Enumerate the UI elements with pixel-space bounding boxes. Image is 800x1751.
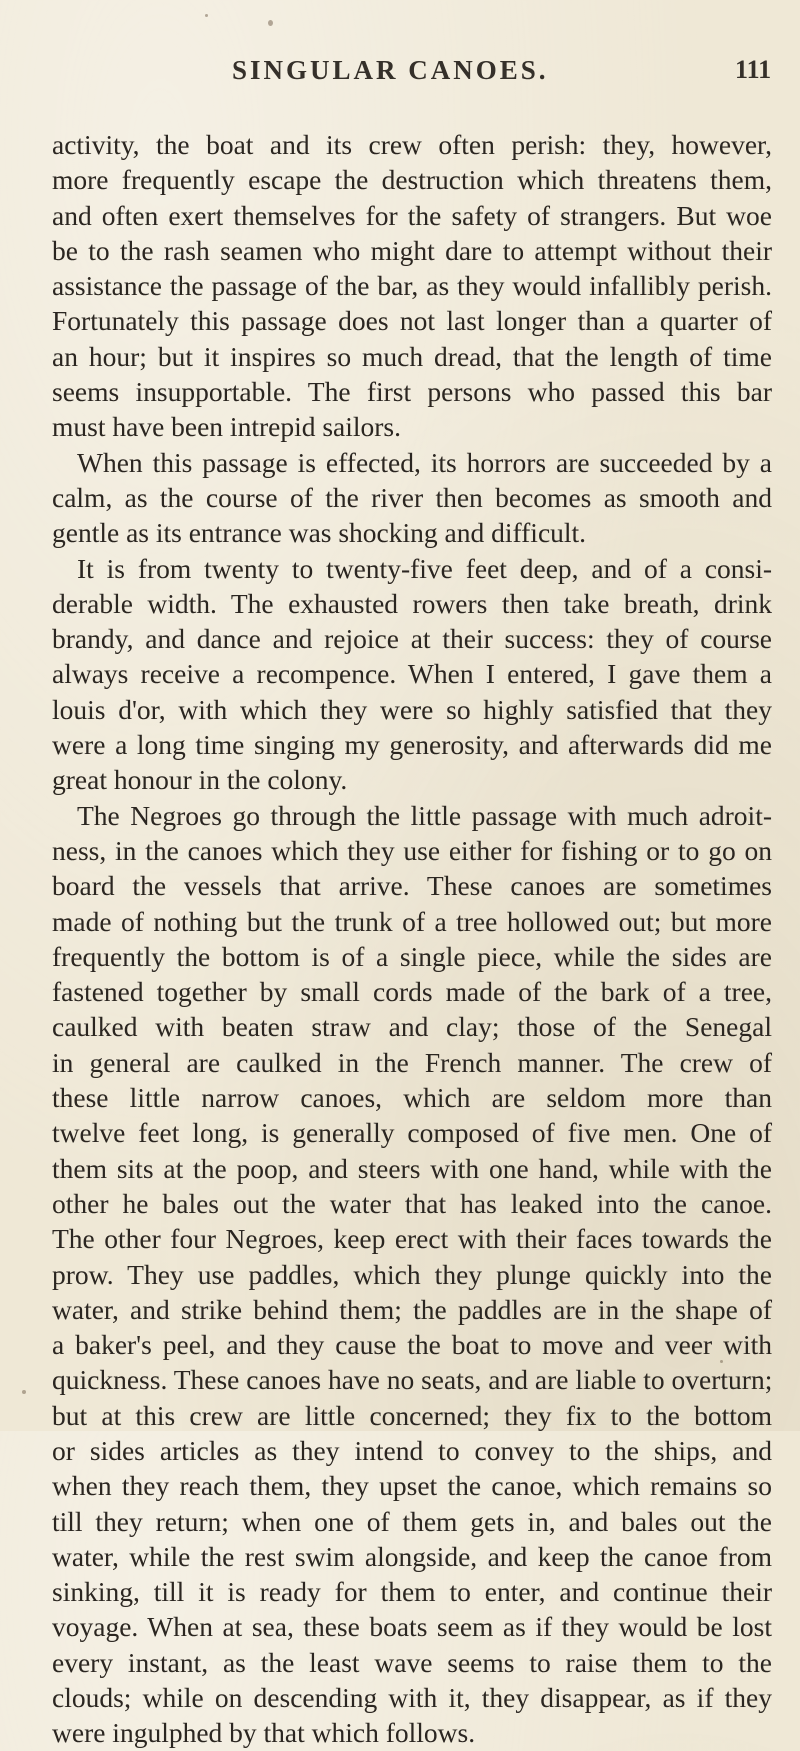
- text-line: board the vessels that arrive. These canoes are sometimes: [52, 870, 772, 902]
- text-line: assistance the passage of the bar, as they would infallibly perish.: [52, 270, 772, 302]
- text-line: a baker's peel, and they cause the boat to move and veer with: [52, 1329, 772, 1361]
- text-line: or sides articles as they intend to convey to the ships, and: [52, 1434, 772, 1466]
- text-line: other he bales out the water that has leaked into the canoe.: [52, 1187, 772, 1219]
- text-line: these little narrow canoes, which are seldom more than: [52, 1082, 772, 1114]
- text-line: them sits at the poop, and steers with one hand, while with the: [52, 1152, 772, 1184]
- text-line: quickness. These canoes have no seats, and are liable to overturn;: [52, 1364, 773, 1396]
- paper-speck: [268, 20, 273, 26]
- text-line: clouds; while on descending with it, they disappear, as if they: [52, 1682, 772, 1714]
- text-line: It is from twenty to twenty-five feet deep, and of a consi-: [77, 552, 772, 584]
- paper-speck: [720, 1360, 723, 1363]
- text-line: louis d'or, with which they were so highly satisfied that they: [52, 693, 772, 725]
- text-line: were a long time singing my generosity, and afterwards did me: [52, 729, 772, 761]
- text-line: but at this crew are little concerned; they fix to the bottom: [52, 1399, 772, 1431]
- page-number: 111: [735, 55, 772, 84]
- text-line: activity, the boat and its crew often perish: they, however,: [52, 129, 772, 160]
- body-text: [52, 127, 772, 1751]
- text-line: twelve feet long, is generally composed of five men. One of: [52, 1117, 772, 1149]
- running-head: [0, 55, 800, 95]
- running-title: SINGULAR CANOES.: [232, 55, 549, 85]
- text-line: gentle as its entrance was shocking and difficult.: [52, 517, 587, 549]
- text-line: in general are caulked in the French manner. The crew of: [52, 1046, 772, 1078]
- text-line: must have been intrepid sailors.: [52, 411, 402, 443]
- text-line: and often exert themselves for the safety of strangers. But woe: [52, 199, 772, 231]
- text-line: water, while the rest swim alongside, and keep the canoe from: [52, 1540, 772, 1572]
- text-line: When this passage is effected, its horrors are succeeded by a: [77, 446, 772, 478]
- text-line: prow. They use paddles, which they plunge quickly into the: [52, 1258, 772, 1290]
- text-line: fastened together by small cords made of the bark of a tree,: [52, 976, 772, 1008]
- text-line: voyage. When at sea, these boats seem as if they would be lost: [52, 1611, 772, 1643]
- text-line: every instant, as the least wave seems to raise them to the: [52, 1646, 772, 1678]
- text-line: derable width. The exhausted rowers then take breath, drink: [52, 587, 772, 619]
- text-line: sinking, till it is ready for them to enter, and continue their: [52, 1576, 772, 1608]
- text-line: made of nothing but the trunk of a tree hollowed out; but more: [52, 905, 772, 937]
- paper-speck: [205, 14, 208, 17]
- text-line: frequently the bottom is of a single piece, while the sides are: [52, 940, 772, 972]
- text-line: brandy, and dance and rejoice at their success: they of course: [52, 623, 772, 655]
- text-line: seems insupportable. The first persons who passed this bar: [52, 376, 772, 408]
- text-line: always receive a recompence. When I entered, I gave them a: [52, 658, 772, 690]
- text-line: The Negroes go through the little passage with much adroit-: [77, 799, 772, 831]
- text-line: water, and strike behind them; the paddles are in the shape of: [52, 1293, 772, 1325]
- text-line: till they return; when one of them gets in, and bales out the: [52, 1505, 772, 1537]
- text-line: be to the rash seamen who might dare to attempt without their: [52, 234, 772, 266]
- text-line: calm, as the course of the river then becomes as smooth and: [52, 481, 772, 513]
- text-line: The other four Negroes, keep erect with their faces towards the: [52, 1223, 772, 1255]
- text-line: when they reach them, they upset the canoe, which remains so: [52, 1470, 772, 1502]
- text-line: were ingulphed by that which follows.: [52, 1717, 476, 1749]
- paper-speck: [22, 1390, 26, 1394]
- text-line: ness, in the canoes which they use either for fishing or to go on: [52, 834, 772, 866]
- text-line: caulked with beaten straw and clay; those of the Senegal: [52, 1011, 772, 1043]
- text-line: Fortunately this passage does not last longer than a quarter of: [52, 305, 772, 337]
- text-line: more frequently escape the destruction which threatens them,: [52, 164, 772, 196]
- text-line: great honour in the colony.: [52, 764, 348, 796]
- text-line: an hour; but it inspires so much dread, that the length of time: [52, 340, 772, 372]
